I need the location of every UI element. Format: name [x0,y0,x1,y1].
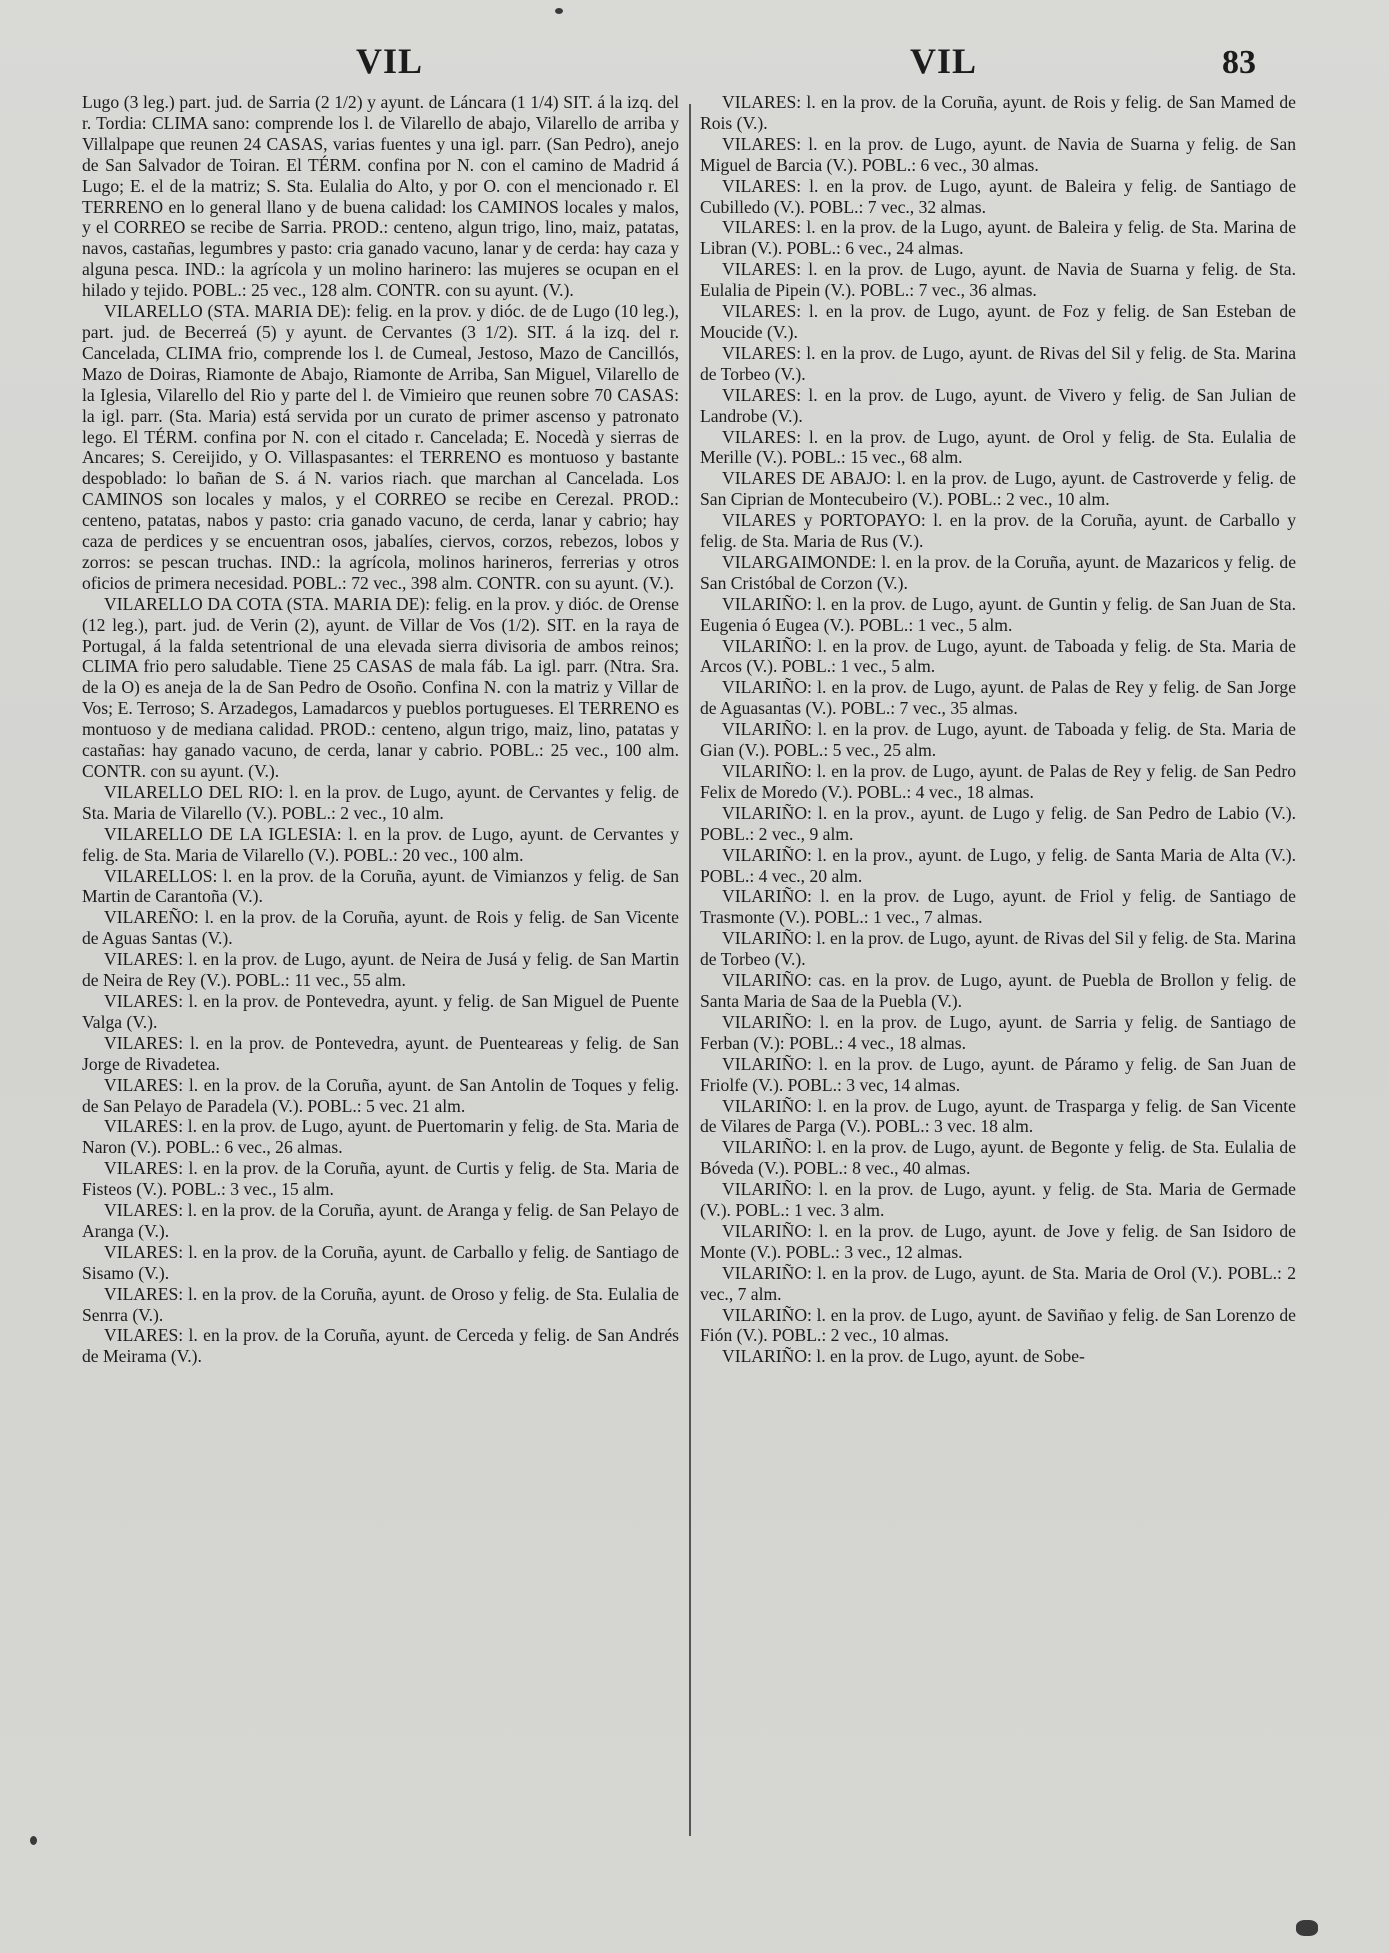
dictionary-entry: VILARIÑO: l. en la prov. de Lugo, ayunt. de Sarria y felig. de Santiago de Ferban (V.): POBL.: 4 vec., 18 almas. [700,1011,1296,1053]
dictionary-entry: VILARIÑO: l. en la prov. de Lugo, ayunt. de Rivas del Sil y felig. de Sta. Marina de Torbeo (V.). [700,928,1296,970]
dictionary-entry: VILARES: l. en la prov. de la Coruña, ayunt. de Oroso y felig. de Sta. Eulalia de Senrra (V.). [82,1283,679,1325]
dictionary-entry: Lugo (3 leg.) part. jud. de Sarria (2 1/2) y ayunt. de Láncara (1 1/4) SIT. á la izq. del r. Tordia: CLIMA sano: comprende los l. de Vilarello de abajo, Vilarello de arriba y Villalpape que reunen 24 CASAS, varias fuentes y una igl. parr. (San Pedro), anejo de San Salvador de Toiran. El TÉRM. confina por N. con el camino de Madrid á Lugo; E. el de la matriz; S. Sta. Eulalia do Alto, y por O. con el mencionado r. El TERRENO en lo general llano y de buena calidad: los CAMINOS locales y malos, y el CORREO se recibe de Sarria. PROD.: centeno, algun trigo, lino, maiz, patatas, navos, castañas, legumbres y pasto: cria ganado vacuno, lanar y de cerda: hay caza y alguna pesca. IND.: la agrícola y un molino harinero: las mujeres se ocupan en el hilado y tejido. POBL.: 25 vec., 128 alm. CONTR. con su ayunt. (V.). [82,92,679,301]
dictionary-entry: VILARIÑO: l. en la prov. de Lugo, ayunt. de Saviñao y felig. de San Lorenzo de Fión (V.). POBL.: 2 vec., 10 almas. [700,1304,1296,1346]
right-column [700,92,1296,1882]
dictionary-entry: VILARES: l. en la prov. de Lugo, ayunt. de Foz y felig. de San Esteban de Moucide (V.). [700,301,1296,342]
dictionary-entry: VILARES: l. en la prov. de Lugo, ayunt. de Rivas del Sil y felig. de Sta. Marina de Torbeo (V.). [700,342,1296,384]
dictionary-entry: VILARES: l. en la prov. de Pontevedra, ayunt. de Puenteareas y felig. de San Jorge de Rivadetea. [82,1032,679,1074]
dictionary-entry: VILARIÑO: l. en la prov., ayunt. de Lugo, y felig. de Santa Maria de Alta (V.). POBL.: 4 vec., 20 alm. [700,844,1296,886]
dictionary-entry: VILARIÑO: l. en la prov. de Lugo, ayunt. de Palas de Rey y felig. de San Jorge de Aguasantas (V.). POBL.: 7 vec., 35 almas. [700,677,1296,719]
dictionary-entry: VILARES: l. en la prov. de Lugo, ayunt. de Navia de Suarna y felig. de San Miguel de Barcia (V.). POBL.: 6 vec., 30 almas. [700,133,1296,175]
dictionary-entry: VILARES: l. en la prov. de Lugo, ayunt. de Orol y felig. de Sta. Eulalia de Merille (V.). POBL.: 15 vec., 68 alm. [700,426,1296,468]
dictionary-entry: VILARIÑO: l. en la prov., ayunt. de Lugo y felig. de San Pedro de Labio (V.). POBL.: 2 vec., 9 alm. [700,802,1296,844]
dictionary-entry: VILARES: l. en la prov. de la Coruña, ayunt. de Curtis y felig. de Sta. Maria de Fisteos (V.). POBL.: 3 vec., 15 alm. [82,1158,679,1200]
dictionary-entry: VILARES: l. en la prov. de Lugo, ayunt. de Neira de Jusá y felig. de San Martin de Neira de Rey (V.). POBL.: 11 vec., 55 alm. [82,949,679,991]
running-head-left: VIL [356,41,424,81]
dictionary-entry: VILARIÑO: l. en la prov. de Lugo, ayunt. de Taboada y felig. de Sta. Maria de Arcos (V.). POBL.: 1 vec., 5 alm. [700,635,1296,677]
dictionary-entry: VILARES: l. en la prov. de la Coruña, ayunt. de San Antolin de Toques y felig. de San Pelayo de Paradela (V.). POBL.: 5 vec. 21 alm. [82,1074,679,1116]
dictionary-entry: VILARES: l. en la prov. de Lugo, ayunt. de Puertomarin y felig. de Sta. Maria de Naron (V.). POBL.: 6 vec., 26 almas. [82,1116,679,1158]
dictionary-entry: VILAREÑO: l. en la prov. de la Coruña, ayunt. de Rois y felig. de San Vicente de Aguas Santas (V.). [82,907,679,949]
dictionary-entry: VILARGAIMONDE: l. en la prov. de la Coruña, ayunt. de Mazaricos y felig. de San Cristóbal de Corzon (V.). [700,551,1296,593]
dictionary-entry: VILARIÑO: l. en la prov. de Lugo, ayunt. de Sobe- [722,1346,1085,1367]
dictionary-entry: VILARES y PORTOPAYO: l. en la prov. de la Coruña, ayunt. de Carballo y felig. de Sta. Maria de Rus (V.). [700,510,1296,552]
dictionary-entry: VILARIÑO: l. en la prov. de Lugo, ayunt. y felig. de Sta. Maria de Germade (V.). POBL.: 1 vec. 3 alm. [700,1179,1296,1221]
dictionary-entry: VILARIÑO: l. en la prov. de Lugo, ayunt. de Sta. Maria de Orol (V.). POBL.: 2 vec., 7 alm. [700,1262,1296,1304]
dictionary-entry: VILARIÑO: l. en la prov. de Lugo, ayunt. de Trasparga y felig. de San Vicente de Vilares de Parga (V.). POBL.: 3 vec. 18 alm. [700,1095,1296,1137]
dictionary-entry: VILARIÑO: l. en la prov. de Lugo, ayunt. de Páramo y felig. de San Juan de Friolfe (V.). POBL.: 3 vec, 14 almas. [700,1053,1296,1095]
dictionary-entry: VILARELLOS: l. en la prov. de la Coruña, ayunt. de Vimianzos y felig. de San Martin de Carantoña (V.). [82,865,679,907]
dictionary-entry: VILARES: l. en la prov. de la Coruña, ayunt. de Cerceda y felig. de San Andrés de Meirama (V.). [82,1325,679,1367]
paper-speck [1296,1920,1318,1936]
dictionary-entry: VILARES: l. en la prov. de Lugo, ayunt. de Navia de Suarna y felig. de Sta. Eulalia de Pipein (V.). POBL.: 7 vec., 36 almas. [700,259,1296,301]
dictionary-entry: VILARIÑO: l. en la prov. de Lugo, ayunt. de Taboada y felig. de Sta. Maria de Gian (V.). POBL.: 5 vec., 25 alm. [700,719,1296,761]
dictionary-entry: VILARES: l. en la prov. de Lugo, ayunt. de Vivero y felig. de San Julian de Landrobe (V.). [700,384,1296,426]
left-column [82,92,679,1882]
page-number: 83 [1222,44,1256,81]
dictionary-entry: VILARIÑO: l. en la prov. de Lugo, ayunt. de Palas de Rey y felig. de San Pedro Felix de Moredo (V.). POBL.: 4 vec., 18 almas. [700,761,1296,802]
dictionary-entry: VILARELLO DE LA IGLESIA: l. en la prov. de Lugo, ayunt. de Cervantes y felig. de Sta. Maria de Vilarello (V.). POBL.: 20 vec., 100 alm. [82,823,679,865]
dictionary-entry: VILARES DE ABAJO: l. en la prov. de Lugo, ayunt. de Castroverde y felig. de San Ciprian de Montecubeiro (V.). POBL.: 2 vec., 10 alm. [700,468,1296,510]
dictionary-entry: VILARELLO DA COTA (STA. MARIA DE): felig. en la prov. y dióc. de Orense (12 leg.), part. jud. de Verin (2), ayunt. de Villar de Vos (1/2). SIT. en la raya de Portugal, á la falda setentrional de una elevada sierra divisoria de ambos reinos; CLIMA frio pero saludable. Tiene 25 CASAS de mala fáb. La igl. parr. (Ntra. Sra. de la O) es aneja de la de San Pedro de Osoño. Confina N. con la matriz y Villar de Vos; E. Terroso; S. Arzadegos, Lamadarcos y pueblos portugueses. El TERRENO es montuoso y de mediana calidad. PROD.: centeno, algun trigo, maiz, lino, patatas y castañas: hay ganado vacuno, de cerda, lanar y cabrio. POBL.: 25 vec., 100 alm. CONTR. con su ayunt. (V.). [82,593,679,781]
dictionary-entry: VILARELLO DEL RIO: l. en la prov. de Lugo, ayunt. de Cervantes y felig. de Sta. Maria de Vilarello (V.). POBL.: 2 vec., 10 alm. [82,781,679,823]
dictionary-entry: VILARES: l. en la prov. de la Coruña, ayunt. de Rois y felig. de San Mamed de Rois (V.). [700,92,1296,133]
paper-speck [30,1836,37,1845]
dictionary-entry: VILARES: l. en la prov. de Lugo, ayunt. de Baleira y felig. de Santiago de Cubilledo (V.). POBL.: 7 vec., 32 almas. [700,175,1296,217]
dictionary-entry: VILARIÑO: cas. en la prov. de Lugo, ayunt. de Puebla de Brollon y felig. de Santa Maria de Saa de la Puebla (V.). [700,970,1296,1011]
dictionary-entry: VILARIÑO: l. en la prov. de Lugo, ayunt. de Jove y felig. de San Isidoro de Monte (V.). POBL.: 3 vec., 12 almas. [700,1220,1296,1262]
dictionary-entry: VILARES: l. en la prov. de la Coruña, ayunt. de Carballo y felig. de Santiago de Sisamo (V.). [82,1241,679,1283]
paper-speck [555,8,563,14]
dictionary-entry: VILARIÑO: l. en la prov. de Lugo, ayunt. de Guntin y felig. de San Juan de Sta. Eugenia ó Eugea (V.). POBL.: 1 vec., 5 alm. [700,593,1296,635]
dictionary-entry: VILARIÑO: l. en la prov. de Lugo, ayunt. de Friol y felig. de Santiago de Trasmonte (V.). POBL.: 1 vec., 7 almas. [700,886,1296,928]
dictionary-entry: VILARES: l. en la prov. de Pontevedra, ayunt. y felig. de San Miguel de Puente Valga (V.). [82,990,679,1032]
dictionary-entry: VILARELLO (STA. MARIA DE): felig. en la prov. y dióc. de de Lugo (10 leg.), part. jud. de Becerreá (5) y ayunt. de Cervantes (3 1/2). SIT. á la izq. del r. Cancelada, CLIMA frio, comprende los l. de Cumeal, Jestoso, Mazo de Cancillós, Mazo de Doiras, Riamonte de Abajo, Riamonte de Arriba, San Miguel, Vilarello de la Iglesia, Vilarello del Rio y parte del l. de Vimieiro que reunen sobre 70 CASAS: la igl. parr. (Sta. Maria) está servida por un curato de primer ascenso y patronato lego. El TÉRM. confina por N. con el citado r. Cancelada; E. Nocedà y sierras de Ancares; S. Cereijido, y O. Villaspasantes: el TERRENO es montuoso y bastante despoblado: lo bañan de S. á N. varios riach. que marchan al Cancelada. Los CAMINOS son locales y malos, y el CORREO se recibe en Cerezal. PROD.: centeno, patatas, nabos y pasto: cria ganado vacuno, de cerda, lanar y cabrio; hay caza de perdices y se encuentran osos, jabalíes, ciervos, corzos, rebezos, lobos y zorros: se pescan truchas. IND.: la agrícola, molinos harineros, ferrerias y otros oficios de primera necesidad. POBL.: 72 vec., 398 alm. CONTR. con su ayunt. (V.). [82,301,679,593]
dictionary-entry: VILARIÑO: l. en la prov. de Lugo, ayunt. de Begonte y felig. de Sta. Eulalia de Bóveda (V.). POBL.: 8 vec., 40 almas. [700,1137,1296,1179]
dictionary-entry: VILARES: l. en la prov. de la Lugo, ayunt. de Baleira y felig. de Sta. Marina de Libran (V.). POBL.: 6 vec., 24 almas. [700,217,1296,259]
dictionary-entry: VILARES: l. en la prov. de la Coruña, ayunt. de Aranga y felig. de San Pelayo de Aranga (V.). [82,1200,679,1241]
column-divider [689,104,691,1836]
running-head-right: VIL [910,41,978,81]
